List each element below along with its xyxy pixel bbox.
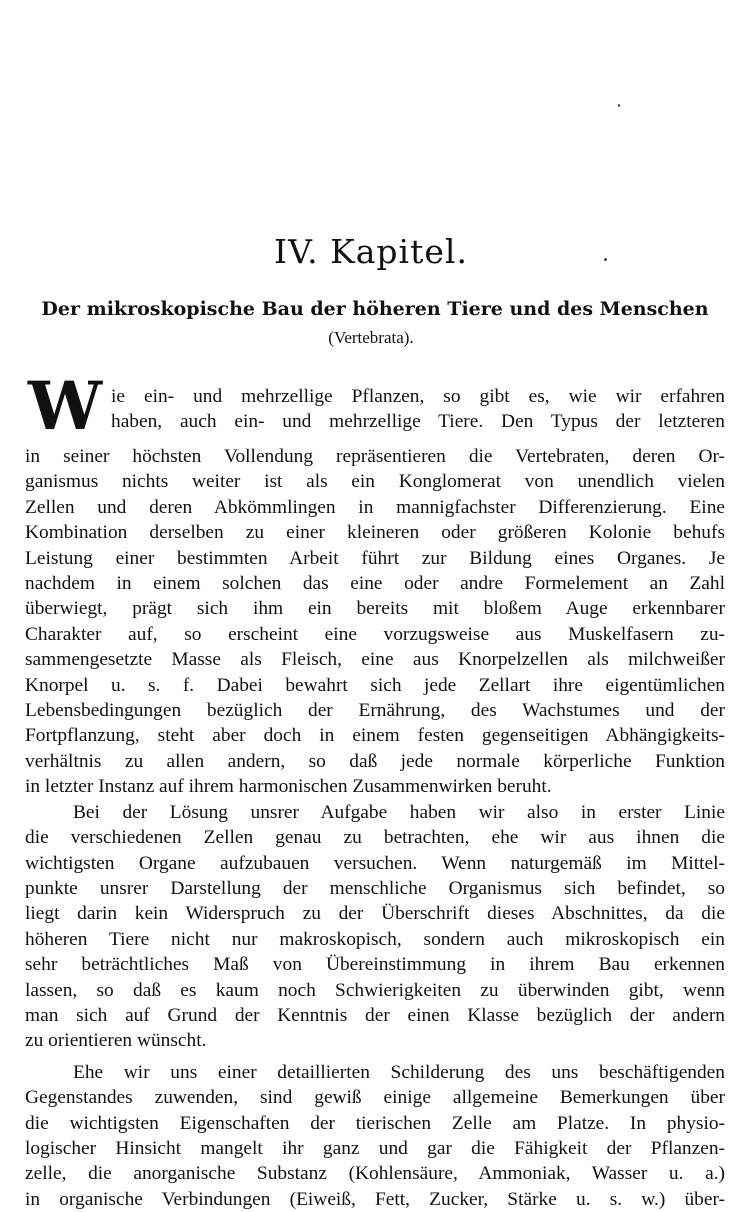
text-line: ganismus nichts weiter ist als ein Konglomerat von unendlich vielen — [25, 471, 725, 493]
chapter-title: IV. Kapitel. — [274, 232, 468, 271]
text-line: verhältnis zu allen andern, so daß jede normale körperliche Funktion — [25, 750, 725, 772]
text-line: Bei der Lösung unsrer Aufgabe haben wir also in erster Linie — [73, 801, 725, 823]
text-line: Charakter auf, so erscheint eine vorzugsweise aus Muskelfasern zu- — [25, 623, 725, 645]
body-text — [25, 367, 725, 1212]
text-line: logischer Hinsicht mangelt ihr ganz und gar die Fähigkeit der Pflanzen- — [25, 1137, 725, 1159]
drop-cap-letter: W — [27, 367, 103, 445]
text-line: lassen, so daß es kaum noch Schwierigkeiten zu überwinden gibt, wenn — [25, 979, 725, 1001]
text-line: überwiegt, prägt sich ihm ein bereits mit bloßem Auge erkennbarer — [25, 598, 725, 620]
text-line: wichtigsten Organe aufzubauen versuchen. Wenn naturgemäß im Mittel- — [25, 852, 725, 874]
text-line: in letzter Instanz auf ihrem harmonischen Zusammenwirken beruht. — [25, 776, 552, 798]
text-line: zelle, die anorganische Substanz (Kohlensäure, Ammoniak, Wasser u. a.) — [25, 1163, 725, 1185]
text-line: Fortpflanzung, steht aber doch in einem festen gegenseitigen Abhängigkeits- — [25, 725, 725, 747]
section-heading: Der mikroskopische Bau der höheren Tiere und des Menschen — [41, 298, 709, 320]
text-line: die wichtigsten Eigenschaften der tierischen Zelle am Platze. In physio- — [25, 1112, 725, 1134]
section-subheading: (Vertebrata). — [328, 328, 414, 347]
text-line: man sich auf Grund der Kenntnis der einen Klasse bezüglich der andern — [25, 1004, 725, 1026]
paragraph-1 — [25, 367, 725, 800]
text-line: in seiner höchsten Vollendung repräsentieren die Vertebraten, deren Or- — [25, 446, 725, 467]
paragraph-3 — [25, 1060, 725, 1212]
text-line: punkte unsrer Darstellung der menschliche Organismus sich befindet, so — [25, 877, 725, 899]
text-line: Gegenstandes zuwenden, sind gewiß einige allgemeine Bemerkungen über — [25, 1087, 725, 1109]
text-line: höheren Tiere nicht nur makroskopisch, sondern auch mikroskopisch ein — [25, 928, 725, 950]
text-line: zu orientieren wünscht. — [25, 1030, 207, 1052]
text-line: Leistung einer bestimmten Arbeit führt zur Bildung eines Organes. Je — [25, 547, 725, 569]
text-line: liegt darin kein Widerspruch zu der Überschrift dieses Abschnittes, da die — [25, 903, 725, 925]
text-line: Lebensbedingungen bezüglich der Ernährung, des Wachstumes und der — [25, 700, 725, 722]
text-line: haben, auch ein- und mehrzellige Tiere. Den Typus der letzteren — [111, 411, 725, 433]
text-line: Zellen und deren Abkömmlingen in mannigfachster Differenzierung. Eine — [25, 496, 725, 518]
text-line: ie ein- und mehrzellige Pflanzen, so gibt es, wie wir erfahren — [111, 386, 725, 407]
text-line: sehr beträchtliches Maß von Übereinstimmung in ihrem Bau erkennen — [25, 954, 725, 976]
text-line: nachdem in einem solchen das eine oder andre Formelement an Zahl — [25, 573, 725, 595]
text-line: Knorpel u. s. f. Dabei bewahrt sich jede Zellart ihre eigentümlichen — [25, 674, 725, 696]
text-line: Kombination derselben zu einer kleineren oder größeren Kolonie behufs — [25, 522, 725, 544]
text-line: in organische Verbindungen (Eiweiß, Fett, Zucker, Stärke u. s. w.) über- — [25, 1188, 725, 1210]
text-line: sammengesetzte Masse als Fleisch, eine aus Knorpelzellen als milchweißer — [25, 649, 725, 671]
text-line: die verschiedenen Zellen genau zu betrachten, ehe wir aus ihnen die — [25, 827, 725, 849]
text-line: Ehe wir uns einer detaillierten Schilderung des uns beschäftigenden — [73, 1061, 725, 1083]
paragraph-2 — [25, 800, 725, 1054]
print-speck — [618, 104, 620, 107]
